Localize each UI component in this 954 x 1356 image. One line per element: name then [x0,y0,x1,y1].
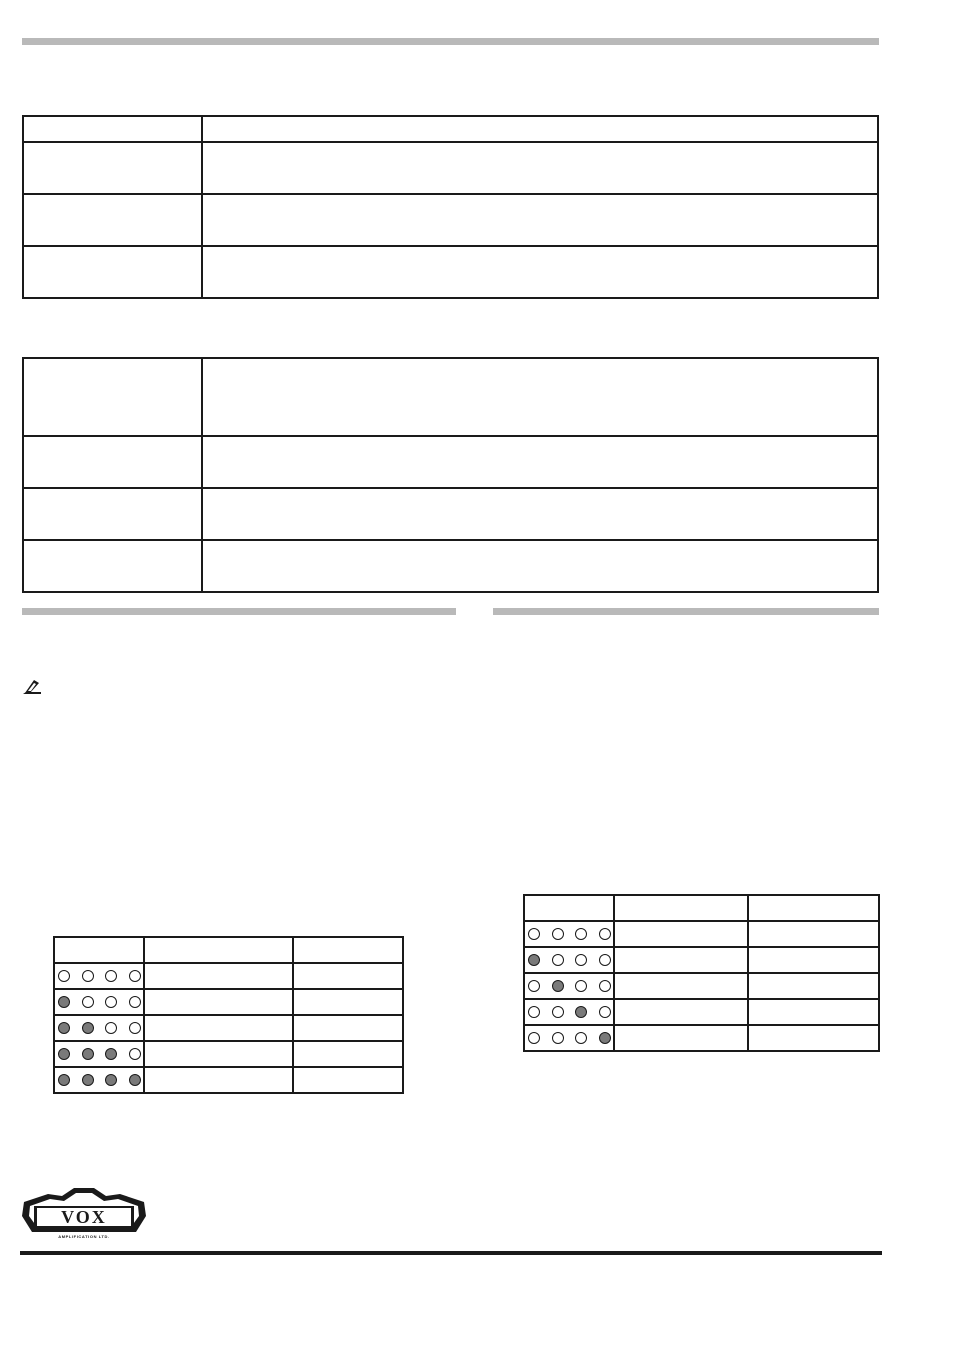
table-cell [748,973,879,999]
table-row [524,921,879,947]
table-cell [202,488,878,540]
led-off-icon [575,1032,587,1044]
spec-table-1 [22,115,879,299]
table-cell [293,1041,403,1067]
table-cell [614,895,748,921]
vox-logo [20,1186,148,1244]
table-cell [54,937,144,963]
led-on-icon [58,1048,70,1060]
table-cell [23,540,202,592]
led-off-icon [129,1022,141,1034]
led-off-icon [575,928,587,940]
led-off-icon [552,1032,564,1044]
led-on-icon [58,1022,70,1034]
logo-wordmark: VOX [61,1207,107,1227]
led-cell [524,947,614,973]
table-row [524,1025,879,1051]
led-on-icon [58,1074,70,1086]
table-cell [202,246,878,298]
led-on-icon [599,1032,611,1044]
logo-subtext: AMPLIFICATION LTD. [58,1234,110,1239]
led-off-icon [105,996,117,1008]
table-cell [144,1041,293,1067]
table-cell [23,116,202,142]
section-bar-left [22,608,456,615]
table-row [54,1041,403,1067]
table-cell [748,1025,879,1051]
led-on-icon [105,1074,117,1086]
table-cell [23,142,202,194]
table-cell [144,1067,293,1093]
led-on-icon [528,954,540,966]
table-cell [23,436,202,488]
table-cell [293,1015,403,1041]
table-cell [614,1025,748,1051]
led-off-icon [82,996,94,1008]
led-off-icon [552,1006,564,1018]
table-row [54,1015,403,1041]
table-cell [144,1015,293,1041]
led-off-icon [82,970,94,982]
led-off-icon [599,928,611,940]
table-cell [614,999,748,1025]
section-bar-right [493,608,879,615]
led-cell [54,963,144,989]
note-pen-icon [22,677,42,695]
table-cell [144,989,293,1015]
led-off-icon [599,954,611,966]
table-cell [748,895,879,921]
table-cell [614,947,748,973]
table-cell [614,973,748,999]
led-off-icon [575,980,587,992]
table-cell [748,921,879,947]
table-cell [293,963,403,989]
footer-rule [20,1251,882,1255]
led-off-icon [129,996,141,1008]
led-cell [54,1015,144,1041]
table-row [524,999,879,1025]
led-cell [524,999,614,1025]
led-on-icon [552,980,564,992]
table-row [524,947,879,973]
table-cell [202,194,878,246]
table-cell [293,989,403,1015]
table-cell [202,436,878,488]
table-row [54,1067,403,1093]
table-cell [23,358,202,436]
table-cell [293,1067,403,1093]
led-on-icon [82,1022,94,1034]
table-cell [614,921,748,947]
led-off-icon [552,928,564,940]
table-cell [23,246,202,298]
led-off-icon [552,954,564,966]
led-on-icon [82,1074,94,1086]
led-cell [524,1025,614,1051]
led-off-icon [58,970,70,982]
led-off-icon [528,980,540,992]
led-on-icon [82,1048,94,1060]
led-cell [54,1067,144,1093]
table-cell [293,937,403,963]
led-off-icon [575,954,587,966]
table-cell [524,895,614,921]
led-on-icon [129,1074,141,1086]
led-off-icon [105,970,117,982]
led-on-icon [105,1048,117,1060]
led-off-icon [599,1006,611,1018]
table-row [54,989,403,1015]
table-row [54,963,403,989]
led-off-icon [105,1022,117,1034]
led-off-icon [599,980,611,992]
header-bar [22,38,879,45]
led-cell [524,973,614,999]
table-cell [202,142,878,194]
led-on-icon [58,996,70,1008]
table-cell [748,947,879,973]
led-cell [524,921,614,947]
table-cell [202,540,878,592]
table-cell [23,194,202,246]
table-cell [202,116,878,142]
led-cell [54,989,144,1015]
led-off-icon [129,970,141,982]
led-table-left [53,936,404,1094]
led-off-icon [528,928,540,940]
led-on-icon [575,1006,587,1018]
table-cell [144,963,293,989]
led-cell [54,1041,144,1067]
table-cell [748,999,879,1025]
led-off-icon [129,1048,141,1060]
table-row [524,973,879,999]
table-cell [202,358,878,436]
table-cell [144,937,293,963]
led-off-icon [528,1032,540,1044]
led-off-icon [528,1006,540,1018]
spec-table-2 [22,357,879,593]
table-cell [23,488,202,540]
led-table-right [523,894,880,1052]
